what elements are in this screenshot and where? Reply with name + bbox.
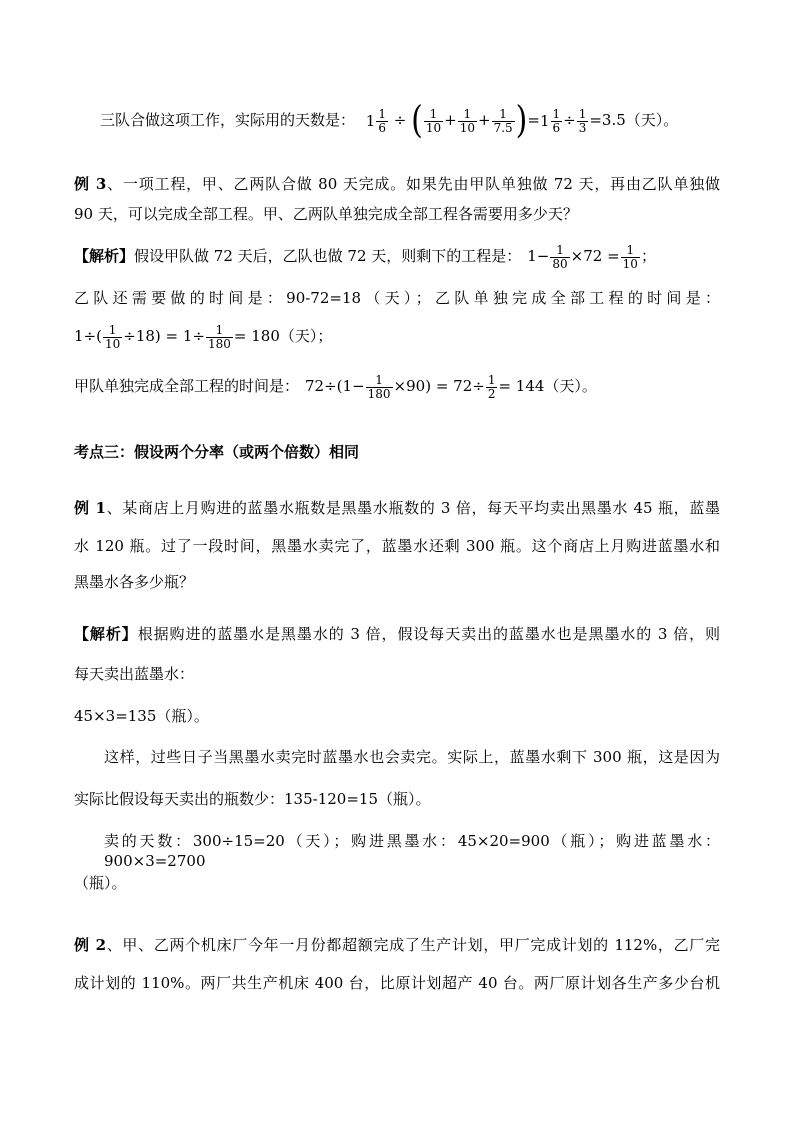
- example-1-solution-line-5: [74, 789, 431, 809]
- example-1-solution-line-6: [104, 831, 720, 871]
- expr-text: 1÷(: [74, 327, 102, 345]
- solution-text: 甲队单独完成全部工程的时间是：: [74, 377, 300, 395]
- example-1-line-2: [74, 536, 720, 556]
- expr-text: ÷18) = 1÷: [123, 327, 205, 345]
- example-text: 、一项工程，甲、乙两队合做 80 天完成。如果先由甲队单独做 72 天，再由乙队单独做: [106, 175, 720, 193]
- example-3-solution-line-2: [74, 288, 720, 308]
- example-text: 水 120 瓶。过了一段时间，黑墨水卖完了，蓝墨水还剩 300 瓶。这个商店上月购进蓝墨水和: [74, 537, 720, 555]
- example-1-solution-line-7: [74, 873, 127, 893]
- fraction: $\frac{1}{7.5}$: [493, 106, 513, 135]
- example-1-solution-line-4: [104, 747, 720, 767]
- solution-text: 45×3=135（瓶）。: [74, 707, 209, 725]
- solution-text: 乙队还需要做的时间是：90-72=18（天）；乙队单独完成全部工程的时间是：: [74, 289, 720, 307]
- example-3-line-1: [74, 174, 720, 194]
- fraction: $\frac{1}{10}$: [459, 106, 475, 135]
- solution-label: 【解析】: [74, 625, 138, 643]
- equation-line-days: [100, 98, 679, 143]
- equals-operator: =: [527, 111, 540, 129]
- example-3-line-2: [74, 204, 578, 224]
- left-paren: (: [411, 98, 423, 143]
- solution-text: 假设甲队做 72 天后，乙队也做 72 天，则剩下的工程是：: [134, 247, 522, 265]
- fraction: $\frac{1}{6}$: [378, 106, 386, 135]
- example-text: 90 天，可以完成全部工程。甲、乙两队单独完成全部工程各需要用多少天？: [74, 205, 578, 223]
- solution-text: 卖的天数：300÷15=20（天）；购进黑墨水：45×20=900（瓶）；购进蓝墨水：900×3=2700: [104, 832, 720, 870]
- fraction: $\frac{1}{3}$: [578, 106, 587, 135]
- mixed-integer: 1: [365, 112, 376, 130]
- fraction: $\frac{1}{6}$: [552, 106, 561, 135]
- solution-text: （瓶）。: [74, 874, 127, 892]
- example-label: 例 3: [74, 175, 107, 193]
- expr-text: = 180（天）；: [233, 327, 333, 345]
- example-1-solution-line-1: [74, 624, 720, 644]
- divide-operator: ÷: [563, 111, 576, 129]
- fraction: $\frac{1}{180}$: [207, 322, 231, 351]
- example-3-solution-line-3: [74, 316, 332, 356]
- plus-operator: +: [477, 111, 491, 129]
- example-label: 例 2: [74, 936, 107, 954]
- equation-result: =3.5（天）。: [589, 111, 679, 129]
- plus-operator: +: [444, 111, 457, 129]
- fraction: $\frac{1}{80}$: [552, 242, 568, 271]
- example-3-solution-line-4: [74, 366, 597, 406]
- solution-text: 实际比假设每天卖出的瓶数少：135-120=15（瓶）。: [74, 790, 431, 808]
- expr-text: 72÷(1−: [305, 377, 365, 395]
- fraction: $\frac{1}{2}$: [487, 372, 496, 401]
- example-text: 、某商店上月购进的蓝墨水瓶数是黑墨水瓶数的 3 倍，每天平均卖出黑墨水 45 瓶，蓝墨: [105, 499, 720, 517]
- example-2-line-2: [74, 973, 720, 993]
- example-2-line-1: [74, 935, 720, 955]
- example-text: 成计划的 110%。两厂共生产机床 400 台，比原计划超产 40 台。两厂原计划各生产多少台机: [74, 974, 720, 992]
- mixed-integer: 1: [539, 112, 550, 130]
- example-3-solution-line-1: [74, 236, 656, 276]
- example-1-line-1: [74, 498, 720, 518]
- example-text: 、甲、乙两个机床厂今年一月份都超额完成了生产计划，甲厂完成计划的 112%，乙厂完: [106, 936, 720, 954]
- expr-text: ；: [640, 247, 656, 265]
- equation-intro-text: 三队合做这项工作，实际用的天数是：: [100, 111, 356, 129]
- solution-text: 这样，过些日子当黑墨水卖完时蓝墨水也会卖完。实际上，蓝墨水剩下 300 瓶，这是因为: [104, 748, 720, 766]
- expr-text: = 144（天）。: [498, 377, 597, 395]
- example-label: 例 1: [74, 499, 106, 517]
- solution-text: 根据购进的蓝墨水是黑墨水的 3 倍，假设每天卖出的蓝墨水也是黑墨水的 3 倍，则: [137, 625, 720, 643]
- divide-operator: ÷: [393, 111, 407, 129]
- fraction: $\frac{1}{10}$: [425, 106, 442, 135]
- expr-text: ×90) = 72÷: [393, 377, 485, 395]
- example-text: 黑墨水各多少瓶？: [74, 573, 195, 591]
- section-title: 考点三：假设两个分率（或两个倍数）相同: [74, 443, 360, 461]
- example-1-solution-line-3: [74, 706, 209, 726]
- expr-text: ×72 =: [570, 247, 620, 265]
- fraction: $\frac{1}{10}$: [104, 322, 121, 351]
- expr-text: 1−: [527, 247, 550, 265]
- fraction: $\frac{1}{180}$: [367, 372, 391, 401]
- solution-text: 每天卖出蓝墨水：: [74, 665, 195, 683]
- right-paren: ): [515, 98, 528, 143]
- example-1-solution-line-2: [74, 664, 194, 684]
- fraction: $\frac{1}{10}$: [622, 242, 638, 271]
- example-1-line-3: [74, 572, 194, 592]
- section-heading: [74, 442, 359, 462]
- solution-label: 【解析】: [74, 247, 135, 265]
